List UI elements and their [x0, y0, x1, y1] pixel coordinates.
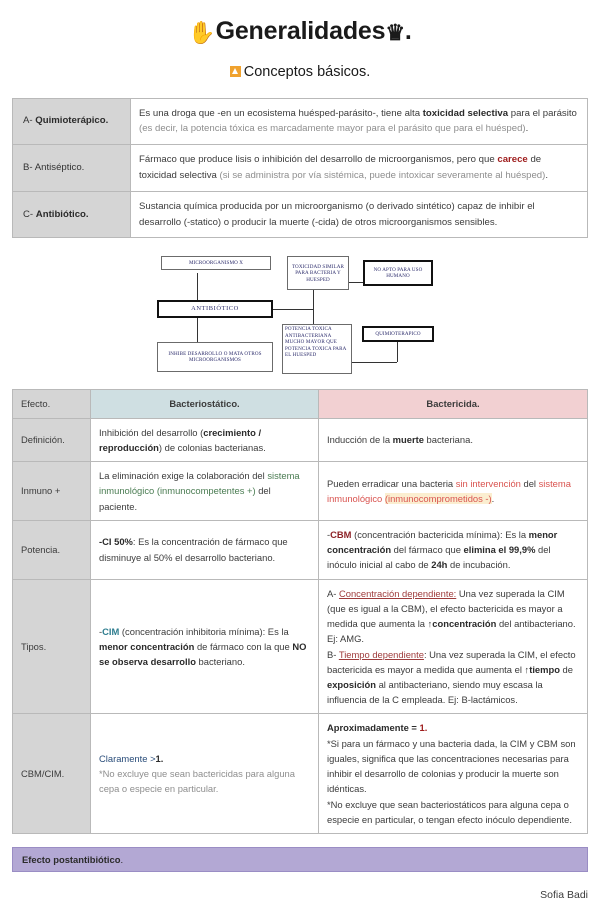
author-signature: Sofia Badi [540, 889, 588, 901]
orange-triangle-icon [230, 66, 241, 77]
page-title [188, 18, 411, 46]
page-subtitle [230, 64, 371, 80]
crown-icon: ♛ [385, 20, 405, 45]
cell-tipos-bactericidal: A- Concentración dependiente: Una vez superada la CIM (que es igual a la CBM), el efecto bactericida es mayor a medida que aumenta la ↑concentración del antibacteriano. Ej: AMG. B- Tiempo dependiente: Una vez superada la CIM, el efecto bactericida es mayor a medida que aumenta el ↑tiempo de exposición al antibacteriano, siendo muy escasa la influencia de la C empleada. Ej: B-lactámicos. [319, 579, 588, 714]
connector-antibiotico-right [273, 309, 313, 310]
cell-potencia-bacteriostatic: -CI 50%: Es la concentración de fármaco que disminuye al 50% el desarrollo bacteriano. [91, 520, 319, 579]
table-row [13, 462, 588, 521]
concepts-table [12, 98, 588, 239]
table-row [13, 418, 588, 461]
cell-cbmcim-bacteriostatic: Claramente >1. *No excluye que sean bactericidas para alguna cepa o especie en particular. [91, 714, 319, 834]
concept-prefix: B- [23, 162, 35, 174]
cell-potencia-bactericidal: -CBM (concentración bactericida mínima): Es la menor concentración del fármaco que elimina el 99,9% del inóculo inicial al cabo de 24h de incubación. [319, 520, 588, 579]
table-row [13, 714, 588, 834]
cell-cbmcim-bactericidal: Aproximadamente = 1. *Si para un fármaco y una bacteria dada, la CIM y CBM son iguales, significa que las concentraciones necesarias para inhibir el desarrollo de colonias y producir la muerte son idénticas. *No excluye que sean bacteriostáticos para alguna cepa o especie en particular, o tengan efecto inóculo dependiente. [319, 714, 588, 834]
page-title-text: Generalidades [215, 17, 386, 45]
diagram-box-potencia: POTENCIA TOXICA ANTIBACTERIANA MUCHO MAYOR QUE POTENCIA TOXICA PARA EL HUESPED [282, 324, 352, 374]
concept-label-a [13, 98, 131, 145]
row-label-inmuno: Inmuno + [13, 462, 91, 521]
cell-tipos-bacteriostatic: -CIM (concentración inhibitoria mínima): Es la menor concentración de fármaco con la que NO se observa desarrollo bacteriano. [91, 579, 319, 714]
table-row [13, 191, 588, 238]
diagram-box-quimioterapico: QUIMIOTERAPICO [362, 326, 434, 342]
diagram-box-microorganismo: MICROORGANISMO X [161, 256, 271, 270]
raised-hand-icon: ✋ [188, 20, 216, 45]
cell-inmuno-bactericidal: Pueden erradicar una bacteria sin intervención del sistema inmunológico (inmunocomprometidos -). [319, 462, 588, 521]
concept-term: Antibiótico. [35, 208, 89, 220]
concept-definition-a: Es una droga que -en un ecosistema huésped-parásito-, tiene alta toxicidad selectiva para el parásito (es decir, la potencia tóxica es marcadamente mayor para el parásito que para el huésped). [131, 98, 588, 145]
cell-inmuno-bacteriostatic: La eliminación exige la colaboración del sistema inmunológico (inmunocompetentes +) del paciente. [91, 462, 319, 521]
row-label-cbm-cim: CBM/CIM. [13, 714, 91, 834]
concept-term: Quimioterápico. [35, 115, 109, 127]
col-header-effect: Efecto. [13, 390, 91, 418]
row-label-definicion: Definición. [13, 418, 91, 461]
page-subtitle-text: Conceptos básicos. [243, 63, 371, 80]
concept-term: Antiséptico. [34, 162, 85, 174]
concept-label-c [13, 191, 131, 238]
concept-label-b [13, 145, 131, 192]
concept-prefix: A- [23, 115, 36, 127]
banner-suffix: . [120, 854, 124, 866]
col-header-bactericidal: Bactericida. [319, 390, 588, 418]
diagram-box-antibiotico: ANTIBIÓTICO [157, 300, 273, 318]
connector-microorganismo-antibiotico [197, 273, 198, 301]
cell-definicion-bactericidal: Inducción de la muerte bacteriana. [319, 418, 588, 461]
connector-antibiotico-inhibe [197, 316, 198, 342]
diagram-box-no-apto: NO APTO PARA USO HUMANO [363, 260, 433, 286]
diagram-box-toxicidad-similar: TOXICIDAD SIMILAR PARA BACTERIA Y HUESPED [287, 256, 349, 290]
antibiotic-flow-diagram [12, 252, 588, 380]
row-label-potencia: Potencia. [13, 520, 91, 579]
section-banner-efecto-postantibiotico [12, 847, 588, 872]
concept-definition-b: Fármaco que produce lisis o inhibición del desarrollo de microorganismos, pero que carece de toxicidad selectiva (si se administra por vía sistémica, puede intoxicar severamente al huésped). [131, 145, 588, 192]
table-row [13, 579, 588, 714]
connector-quimio-up [397, 340, 398, 362]
table-row [13, 145, 588, 192]
table-row [13, 98, 588, 145]
connector-potencia-quimio-h [351, 362, 397, 363]
page-title-suffix: . [404, 17, 412, 45]
col-header-bacteriostatic: Bacteriostático. [91, 390, 319, 418]
subtitle-row [12, 46, 588, 81]
comparison-table [12, 389, 588, 834]
cell-definicion-bacteriostatic: Inhibición del desarrollo (crecimiento / reproducción) de colonias bacterianas. [91, 418, 319, 461]
concept-definition-c: Sustancia química producida por un microorganismo (o derivado sintético) capaz de inhibir el desarrollo (-statico) o producir la muerte (-cida) de otros microorganismos sensibles. [131, 191, 588, 238]
table-header-row [13, 390, 588, 418]
banner-label: Efecto postantibiótico [22, 854, 121, 866]
page-title-row [12, 0, 588, 46]
diagram-box-inhibe: INHIBE DESARROLLO O MATA OTROS MICROORGANISMOS [157, 342, 273, 372]
concept-prefix: C- [23, 208, 36, 220]
table-row [13, 520, 588, 579]
row-label-tipos: Tipos. [13, 579, 91, 714]
